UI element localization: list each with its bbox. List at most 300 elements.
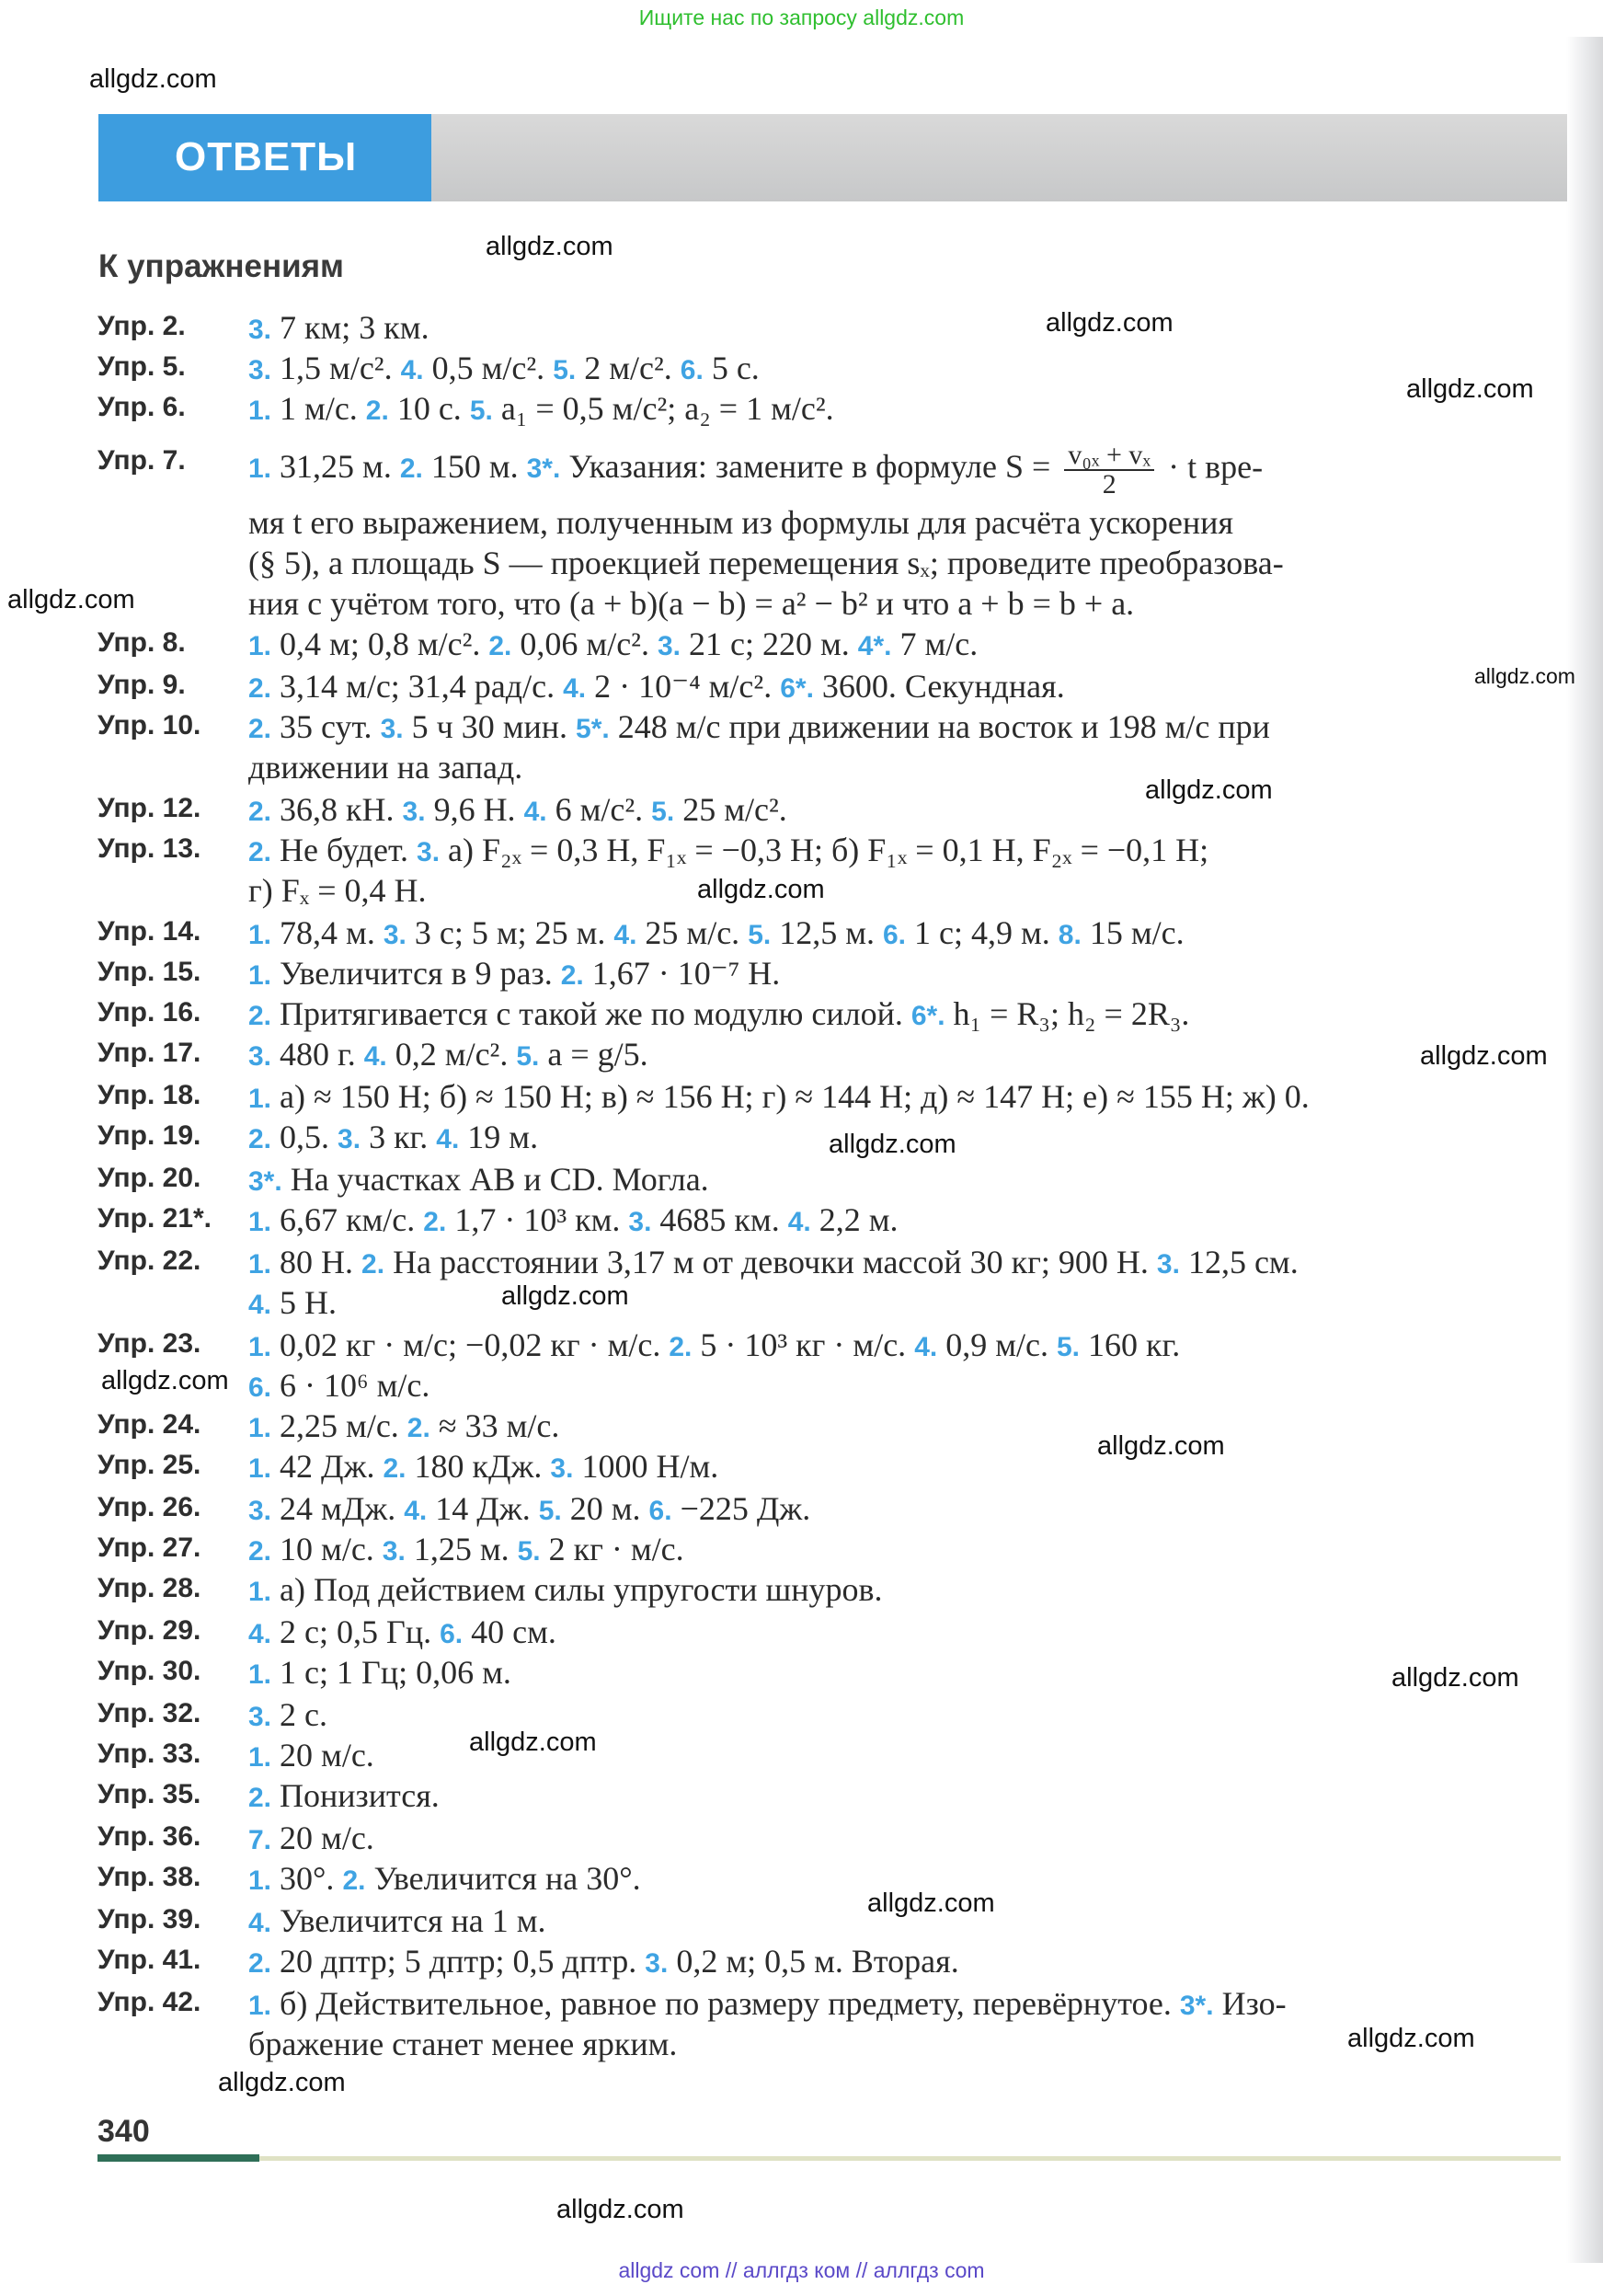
task-answer: 21 с; 220 м. — [681, 626, 850, 662]
task-number: 6. — [680, 355, 704, 385]
answer-text — [248, 1694, 327, 1738]
exercise-label: Упр. 6. — [97, 392, 186, 422]
answer-text — [248, 953, 780, 996]
answer-row-10 — [0, 706, 1603, 747]
answer-continuation: · t вре- — [1168, 448, 1264, 486]
watermark: allgdz.com — [829, 1130, 956, 1159]
answer-text — [248, 1569, 882, 1613]
answer-text — [248, 1652, 511, 1695]
task-number: 1. — [248, 1084, 272, 1114]
answer-row-14 — [0, 913, 1603, 953]
answer-text — [248, 1735, 374, 1778]
task-number: 3. — [383, 920, 406, 950]
answer-row-15 — [0, 953, 1603, 993]
watermark: allgdz.com — [1391, 1663, 1519, 1693]
task-answer: 2 · 10⁻⁴ м/с². — [586, 668, 773, 705]
exercise-label: Упр. 27. — [97, 1533, 201, 1563]
task-number: 3. — [338, 1124, 361, 1154]
answer-row-13 — [0, 830, 1603, 870]
task-number: 4. — [563, 673, 587, 704]
answer-row-22 — [0, 1242, 1603, 1282]
task-number: 1. — [248, 396, 272, 426]
exercise-label: Упр. 19. — [97, 1120, 201, 1151]
task-answer: 24 мДж. — [271, 1490, 396, 1527]
task-number: 3. — [402, 797, 426, 827]
task-number: 2. — [248, 1001, 272, 1031]
task-number: 4. — [248, 1290, 272, 1320]
task-answer: 10 с. — [388, 390, 462, 427]
task-answer: 180 кДж. — [406, 1448, 543, 1485]
answer-row-5 — [0, 348, 1603, 388]
watermark: allgdz.com — [1347, 2024, 1475, 2053]
task-number: 1. — [248, 1207, 272, 1237]
task-answer: 1,5 м/с². — [271, 350, 393, 386]
answer-text — [248, 830, 1208, 873]
answer-text — [248, 913, 1185, 956]
task-answer: Не будет. — [271, 832, 409, 868]
answer-text — [248, 442, 1263, 499]
task-number: 5*. — [576, 714, 610, 744]
exercise-label: Упр. 36. — [97, 1821, 201, 1852]
task-answer: 20 м/с. — [271, 1737, 374, 1774]
answer-row-39 — [0, 1900, 1603, 1941]
task-answer: 0,06 м/с². — [511, 626, 649, 662]
answer-text — [248, 348, 760, 391]
task-number: 4. — [914, 1332, 938, 1362]
task-answer: 6 м/с². — [546, 791, 644, 828]
answer-text — [248, 1529, 684, 1572]
exercise-label: Упр. 42. — [97, 1987, 201, 2017]
answer-text: г) Fₓ = 0,4 Н. — [248, 872, 427, 909]
task-answer: 2,25 м/с. — [271, 1407, 399, 1444]
task-number: 4. — [404, 1496, 428, 1526]
task-number: 6. — [440, 1619, 464, 1649]
task-answer: 1,25 м. — [405, 1531, 510, 1567]
task-answer: 3 с; 5 м; 25 м. — [406, 914, 606, 951]
task-number: 2. — [406, 1413, 430, 1443]
watermark: allgdz.com — [89, 64, 217, 94]
exercise-label: Упр. 20. — [97, 1163, 201, 1193]
task-number: 4. — [787, 1207, 811, 1237]
answer-row-7-line-2 — [0, 502, 1603, 543]
task-number: 5. — [748, 920, 772, 950]
task-number: 3. — [417, 837, 441, 867]
answer-row-8 — [0, 624, 1603, 664]
task-answer: 2 с; 0,5 Гц. — [271, 1613, 432, 1650]
task-answer: 2 м/с². — [576, 350, 672, 386]
watermark: allgdz.com — [1474, 664, 1575, 688]
task-number: 1. — [248, 1866, 272, 1896]
exercise-label: Упр. 24. — [97, 1409, 201, 1440]
answer-row-9 — [0, 666, 1603, 706]
task-answer: 42 Дж. — [271, 1448, 375, 1485]
task-number: 5. — [651, 797, 675, 827]
task-answer: а) F₂ₓ = 0,3 Н, F₁ₓ = −0,3 Н; б) F₁ₓ = 0,1 Н, F₂ₓ = −0,1 Н; — [440, 832, 1209, 868]
task-answer: 80 Н. — [271, 1244, 354, 1280]
task-answer: 20 дптр; 5 дптр; 0,5 дптр. — [271, 1943, 637, 1980]
task-number: 5. — [517, 1536, 541, 1567]
task-answer: 1 м/с. — [271, 390, 358, 427]
task-number: 2. — [560, 960, 584, 991]
answer-row-27 — [0, 1529, 1603, 1569]
section-title: К упражнениям — [98, 248, 344, 284]
exercise-label: Упр. 15. — [97, 957, 201, 987]
task-number: 2. — [361, 1249, 385, 1280]
task-answer: 14 Дж. — [427, 1490, 531, 1527]
exercise-label: Упр. 13. — [97, 833, 201, 864]
task-answer: 5 с. — [703, 350, 760, 386]
answer-text — [248, 1818, 374, 1861]
answer-text — [248, 666, 1065, 709]
answer-row-7 — [0, 440, 1603, 499]
task-number: 6. — [248, 1372, 272, 1403]
task-answer: 5 Н. — [271, 1284, 338, 1321]
task-number: 5. — [516, 1041, 540, 1072]
task-answer: 35 сут. — [271, 708, 372, 745]
task-number: 6. — [883, 920, 907, 950]
answer-text: мя t его выражением, полученным из формулы для расчёта ускорения — [248, 504, 1233, 541]
task-answer: 150 м. — [422, 448, 519, 486]
task-number: 7. — [248, 1825, 272, 1855]
exercise-label: Упр. 18. — [97, 1080, 201, 1110]
task-number: 3. — [645, 1948, 669, 1979]
answer-text — [248, 1406, 559, 1449]
answer-row-12 — [0, 789, 1603, 830]
exercise-label: Упр. 33. — [97, 1739, 201, 1769]
exercise-label: Упр. 2. — [97, 311, 186, 341]
task-answer: 6,67 км/с. — [271, 1201, 416, 1238]
footer-rule — [259, 2156, 1561, 2161]
answer-row-23-line-2 — [0, 1365, 1603, 1406]
task-answer: Притягивается с такой же по модулю силой. — [271, 995, 903, 1032]
task-number: 2. — [248, 837, 272, 867]
exercise-label: Упр. 17. — [97, 1038, 201, 1068]
task-answer: 78,4 м. — [271, 914, 375, 951]
answer-row-41 — [0, 1941, 1603, 1981]
task-number: 3. — [380, 714, 404, 744]
exercise-label: Упр. 5. — [97, 351, 186, 382]
task-answer: 25 м/с². — [674, 791, 787, 828]
task-number: 1. — [248, 1413, 272, 1443]
task-number: 2. — [248, 1783, 272, 1813]
task-number: 4. — [248, 1908, 272, 1938]
answer-text — [248, 1446, 718, 1489]
task-answer: 0,2 м; 0,5 м. Вторая. — [668, 1943, 959, 1980]
task-number: 2. — [365, 396, 389, 426]
task-number: 3. — [550, 1453, 574, 1484]
task-answer: Увеличится на 1 м. — [271, 1902, 546, 1939]
exercise-label: Упр. 8. — [97, 627, 186, 658]
task-answer: 0,4 м; 0,8 м/с². — [271, 626, 481, 662]
velocity-fraction — [1064, 442, 1154, 499]
answer-text — [248, 1325, 1180, 1368]
answer-text — [248, 307, 429, 350]
task-answer: 2,2 м. — [810, 1201, 899, 1238]
task-number: 1. — [248, 631, 272, 661]
answer-text — [248, 1282, 337, 1326]
page-number: 340 — [97, 2114, 150, 2149]
exercise-label: Упр. 23. — [97, 1328, 201, 1359]
task-number: 6. — [648, 1496, 672, 1526]
exercise-label: Упр. 39. — [97, 1904, 201, 1934]
task-answer: Увеличится на 30°. — [365, 1860, 641, 1897]
task-answer: 6 · 10⁶ м/с. — [271, 1367, 430, 1404]
task-answer: 160 кг. — [1080, 1326, 1181, 1363]
answer-text — [248, 624, 978, 667]
exercise-label: Упр. 14. — [97, 916, 201, 947]
task-answer: 7 м/с. — [891, 626, 979, 662]
answer-text — [248, 1983, 1287, 2026]
task-answer: а) Под действием силы упругости шнуров. — [271, 1571, 883, 1608]
task-answer: 480 г. — [271, 1036, 356, 1073]
answer-row-6 — [0, 388, 1603, 429]
task-number: 3*. — [1179, 1991, 1214, 2021]
watermark: allgdz.com — [556, 2195, 684, 2224]
watermark: allgdz.com — [1097, 1431, 1225, 1461]
task-number: 3. — [248, 1041, 272, 1072]
exercise-label: Упр. 38. — [97, 1862, 201, 1892]
answer-text — [248, 1941, 959, 1984]
task-answer: 0,5. — [271, 1119, 330, 1155]
answer-row-7-line-3 — [0, 543, 1603, 583]
exercise-label: Упр. 25. — [97, 1450, 201, 1480]
task-answer: 31,25 м. — [271, 448, 392, 486]
task-number: 8. — [1058, 920, 1082, 950]
watermark: allgdz.com — [697, 875, 825, 904]
task-answer: 25 м/с. — [636, 914, 740, 951]
task-answer: 248 м/с при движении на восток и 198 м/с при — [609, 708, 1270, 745]
top-banner[interactable]: Ищите нас по запросу allgdz.com — [638, 6, 965, 29]
task-number: 2. — [248, 1536, 272, 1567]
task-answer: 2 с. — [271, 1696, 328, 1733]
answer-text — [248, 1900, 546, 1944]
fraction-numerator: v₀ₓ + vₓ — [1064, 442, 1154, 471]
task-answer: б) Действительное, равное по размеру предмету, перевёрнутое. — [271, 1985, 1172, 2022]
answer-row-2 — [0, 307, 1603, 348]
answer-text — [248, 388, 834, 431]
task-answer: −225 Дж. — [671, 1490, 811, 1527]
task-answer: 19 м. — [459, 1119, 539, 1155]
task-answer: 15 м/с. — [1081, 914, 1185, 951]
answer-text — [248, 1076, 1310, 1119]
task-number: 1. — [248, 1659, 272, 1690]
task-number: 6*. — [910, 1001, 945, 1031]
task-answer: 5 ч 30 мин. — [403, 708, 568, 745]
task-answer: 12,5 см. — [1179, 1244, 1299, 1280]
answer-row-18 — [0, 1076, 1603, 1117]
watermark: allgdz.com — [101, 1366, 229, 1395]
task-number: 3*. — [526, 453, 561, 485]
answer-text — [248, 706, 1270, 750]
task-number: 4. — [436, 1124, 460, 1154]
task-number: 4. — [248, 1619, 272, 1649]
task-answer: 5 · 10³ кг · м/с. — [692, 1326, 907, 1363]
task-answer: ≈ 33 м/с. — [429, 1407, 560, 1444]
answer-row-23 — [0, 1325, 1603, 1365]
task-number: 3. — [382, 1536, 406, 1567]
fraction-denominator: 2 — [1102, 469, 1116, 499]
task-answer: 40 см. — [463, 1613, 556, 1650]
task-number: 2. — [488, 631, 512, 661]
task-answer: а) ≈ 150 Н; б) ≈ 150 Н; в) ≈ 156 Н; г) ≈ 144 Н; д) ≈ 147 Н; е) ≈ 155 Н; ж) 0. — [271, 1078, 1310, 1115]
task-answer: 12,5 м. — [771, 914, 875, 951]
task-answer: 1 с; 4,9 м. — [906, 914, 1050, 951]
task-number: 5. — [553, 355, 577, 385]
task-number: 3*. — [248, 1166, 282, 1197]
task-answer: a = g/5. — [539, 1036, 648, 1073]
task-answer: 1 с; 1 Гц; 0,06 м. — [271, 1654, 511, 1691]
answer-row-36 — [0, 1818, 1603, 1858]
watermark: allgdz.com — [1046, 308, 1174, 338]
task-number: 1. — [248, 1249, 272, 1280]
task-number: 1. — [248, 1453, 272, 1484]
task-number: 3. — [248, 355, 272, 385]
answer-text — [248, 1117, 538, 1160]
task-number: 1. — [248, 960, 272, 991]
answer-row-33 — [0, 1735, 1603, 1775]
answer-text — [248, 1159, 709, 1202]
answer-text: (§ 5), а площадь S — проекцией перемещения sₓ; проведите преобразова- — [248, 545, 1284, 581]
watermark: allgdz.com — [1420, 1041, 1548, 1071]
task-answer: 1,7 · 10³ км. — [446, 1201, 621, 1238]
task-answer: 3,14 м/с; 31,4 рад/с. — [271, 668, 555, 705]
task-number: 1. — [248, 453, 272, 485]
answer-text — [248, 1775, 440, 1819]
task-answer: 36,8 кН. — [271, 791, 395, 828]
watermark: allgdz.com — [867, 1888, 995, 1918]
task-answer: 1000 Н/м. — [573, 1448, 719, 1485]
task-number: 4. — [523, 797, 547, 827]
answer-row-26 — [0, 1488, 1603, 1529]
task-number: 1. — [248, 920, 272, 950]
task-number: 2. — [248, 673, 272, 704]
task-number: 2. — [342, 1866, 366, 1896]
task-number: 2. — [423, 1207, 447, 1237]
answer-row-38 — [0, 1858, 1603, 1899]
task-answer: 9,6 Н. — [425, 791, 516, 828]
exercise-label: Упр. 32. — [97, 1698, 201, 1728]
task-number: 5. — [1056, 1332, 1081, 1362]
bottom-banner[interactable]: allgdz com // аллгдз ком // аллгдз com — [618, 2258, 985, 2282]
exercise-label: Упр. 9. — [97, 670, 186, 700]
exercise-label: Упр. 28. — [97, 1573, 201, 1603]
task-answer: Указания: замените в формуле S = — [560, 448, 1051, 486]
exercise-label: Упр. 7. — [97, 445, 186, 476]
exercise-label: Упр. 22. — [97, 1246, 201, 1276]
answer-row-16 — [0, 993, 1603, 1034]
task-number: 4. — [400, 355, 424, 385]
task-number: 3. — [657, 631, 681, 661]
task-answer: h₁ = R₃; h₂ = 2R₃. — [945, 995, 1190, 1032]
watermark: allgdz.com — [1145, 775, 1273, 805]
task-number: 2. — [248, 714, 272, 744]
task-number: 3. — [248, 315, 272, 345]
answer-row-19 — [0, 1117, 1603, 1157]
task-answer: 0,5 м/с². — [423, 350, 545, 386]
watermark: allgdz.com — [469, 1728, 597, 1757]
answer-text: ния с учётом того, что (a + b)(a − b) = a² − b² и что a + b = b + a. — [248, 585, 1135, 622]
watermark: allgdz.com — [1406, 374, 1534, 404]
task-number: 2. — [669, 1332, 693, 1362]
task-number: 2. — [248, 1124, 272, 1154]
task-number: 4*. — [857, 631, 892, 661]
task-answer: На участках AB и CD. Могла. — [281, 1161, 709, 1198]
task-answer: 0,2 м/с². — [386, 1036, 509, 1073]
task-number: 1. — [248, 1577, 272, 1607]
task-answer: 0,02 кг · м/с; −0,02 кг · м/с. — [271, 1326, 661, 1363]
task-number: 3. — [1156, 1249, 1180, 1280]
answer-row-20 — [0, 1159, 1603, 1200]
task-number: 5. — [469, 396, 493, 426]
task-number: 6*. — [780, 673, 814, 704]
task-answer: Увеличится в 9 раз. — [271, 955, 553, 992]
watermark: allgdz.com — [218, 2068, 346, 2097]
answer-row-25 — [0, 1446, 1603, 1487]
answer-row-30 — [0, 1652, 1603, 1693]
answer-row-35 — [0, 1775, 1603, 1816]
task-number: 1. — [248, 1742, 272, 1773]
task-number: 2. — [248, 1948, 272, 1979]
watermark: allgdz.com — [501, 1281, 629, 1311]
task-number: 2. — [248, 797, 272, 827]
task-answer: 4685 км. — [651, 1201, 780, 1238]
task-answer: 2 кг · м/с. — [540, 1531, 684, 1567]
task-number: 1. — [248, 1991, 272, 2021]
answer-row-32 — [0, 1694, 1603, 1735]
answer-row-10-line-2 — [0, 747, 1603, 787]
task-number: 3. — [248, 1702, 272, 1732]
answer-text — [248, 1858, 641, 1901]
task-number: 2. — [383, 1453, 406, 1484]
exercise-label: Упр. 29. — [97, 1615, 201, 1646]
page-title: ОТВЕТЫ — [175, 134, 358, 179]
answer-row-24 — [0, 1406, 1603, 1446]
watermark: allgdz.com — [7, 585, 135, 614]
exercise-label: Упр. 30. — [97, 1656, 201, 1686]
task-answer: 3600. Секундная. — [813, 668, 1065, 705]
answer-text — [248, 1242, 1299, 1285]
task-answer: 20 м. — [561, 1490, 641, 1527]
task-number: 2. — [399, 453, 423, 485]
exercise-label: Упр. 16. — [97, 997, 201, 1027]
task-number: 3. — [248, 1496, 272, 1526]
answer-text: бражение станет менее ярким. — [248, 2026, 678, 2062]
answer-text — [248, 1034, 648, 1077]
task-answer: 0,9 м/с. — [937, 1326, 1048, 1363]
answer-row-7-line-4 — [0, 583, 1603, 624]
exercise-label: Упр. 21*. — [97, 1203, 212, 1234]
answer-row-29 — [0, 1612, 1603, 1652]
task-number: 3. — [628, 1207, 652, 1237]
answer-text — [248, 789, 787, 832]
answer-row-42 — [0, 1983, 1603, 2024]
task-number: 4. — [613, 920, 637, 950]
task-answer: На расстоянии 3,17 м от девочки массой 30 кг; 900 Н. — [384, 1244, 1149, 1280]
task-number: 5. — [538, 1496, 562, 1526]
watermark: allgdz.com — [486, 232, 613, 261]
answer-text — [248, 1365, 429, 1408]
task-answer: 30°. — [271, 1860, 335, 1897]
task-answer: 3 кг. — [361, 1119, 429, 1155]
exercise-label: Упр. 35. — [97, 1779, 201, 1809]
answer-parts — [248, 448, 1050, 485]
footer-rule-accent — [97, 2154, 259, 2162]
answer-row-21 — [0, 1200, 1603, 1240]
answer-text: движении на запад. — [248, 749, 523, 786]
answer-text — [248, 1488, 810, 1532]
task-answer: Изо- — [1213, 1985, 1287, 2022]
task-answer: 7 км; 3 км. — [271, 309, 429, 346]
